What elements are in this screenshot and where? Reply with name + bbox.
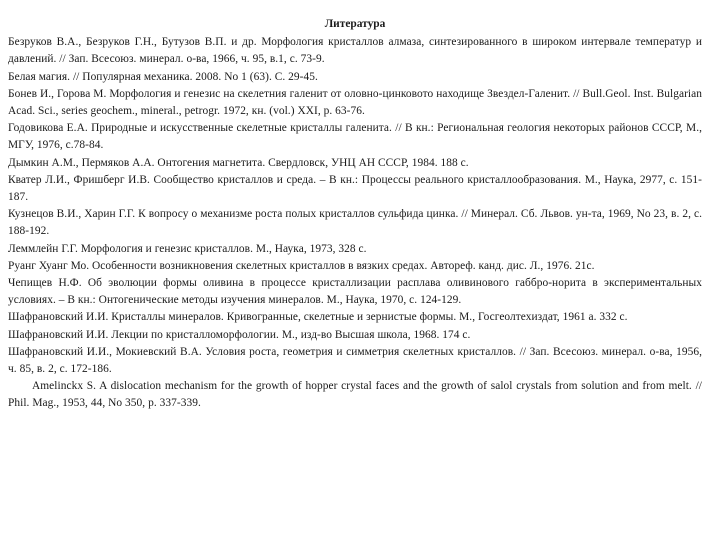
reference-item: Шафрановский И.И. Лекции по кристалломорфологии. М., изд-во Высшая школа, 1968. 174 с. — [8, 328, 471, 341]
reference-item: Кватер Л.И., Фришберг И.В. Сообщество кристаллов и среда. – В кн.: Процессы реального кристаллообразования. М., Наука, 2977, с. 151-187. — [8, 173, 702, 204]
reference-item: Бонев И., Горова М. Морфология и генезис на скелетния галенит от оловно-цинковото находище Звездел-Галенит. // Bull.Geol. Inst. Bulgarian Acad. Sci., series geochem., mineral., petrogr. 1972, кн. (vol.) XXI, p. 63-76. — [8, 87, 702, 118]
page-title: Литература — [324, 18, 386, 30]
reference-item: Безруков В.А., Безруков Г.Н., Бутузов В.П. и др. Морфология кристаллов алмаза, синтезированного в широком интервале температур и давлений. // Зап. Всесоюз. минерал. о-ва, 1966, ч. 95, в.1, с. 73-9. — [8, 36, 702, 66]
reference-item: Amelinckx S. A dislocation mechanism for the growth of hopper crystal faces and the growth of salol crystals from solution and from melt. // Phil. Mag., 1953, 44, No 350, p. 337-339. — [8, 380, 702, 410]
reference-item: Шафрановский И.И. Кристаллы минералов. Кривогранные, скелетные и зернистые формы. М., Госгеолтехиздат, 1961 а. 332 с. — [8, 311, 628, 324]
document-page — [8, 16, 702, 413]
reference-item: Кузнецов В.И., Харин Г.Г. К вопросу о механизме роста полых кристаллов сульфида цинка. // Минерал. Сб. Львов. ун-та, 1969, No 23, в. 2, с. 188-192. — [8, 208, 702, 238]
reference-item: Чепищев Н.Ф. Об эволюции формы оливина в процессе кристаллизации расплава оливинового габбро-норита в экспериментальных условиях. – В кн.: Онтогенические методы изучения минералов. М., Наука, 1970, с. 124-129. — [8, 277, 702, 307]
reference-item: Годовикова Е.А. Природные и искусственные скелетные кристаллы галенита. // В кн.: Региональная геология некоторых районов СССР, М., МГУ, 1976, с.78-84. — [8, 122, 702, 152]
reference-item: Леммлейн Г.Г. Морфология и генезис кристаллов. М., Наука, 1973, 328 с. — [8, 242, 367, 255]
reference-item: Дымкин А.М., Пермяков А.А. Онтогения магнетита. Свердловск, УНЦ АН СССР, 1984. 188 с. — [8, 156, 469, 169]
reference-item: Шафрановский И.И., Мокиевский В.А. Условия роста, геометрия и симметрия скелетных кристаллов. // Зап. Всесоюз. минерал. о-ва, 1956, ч. 85, в. 2, с. 172-186. — [8, 345, 702, 376]
reference-item: Белая магия. // Популярная механика. 2008. No 1 (63). С. 29-45. — [8, 70, 318, 83]
reference-item: Руанг Хуанг Мо. Особенности возникновения скелетных кристаллов в вязких средах. Автореф. канд. дис. Л., 1976. 21с. — [8, 259, 595, 272]
